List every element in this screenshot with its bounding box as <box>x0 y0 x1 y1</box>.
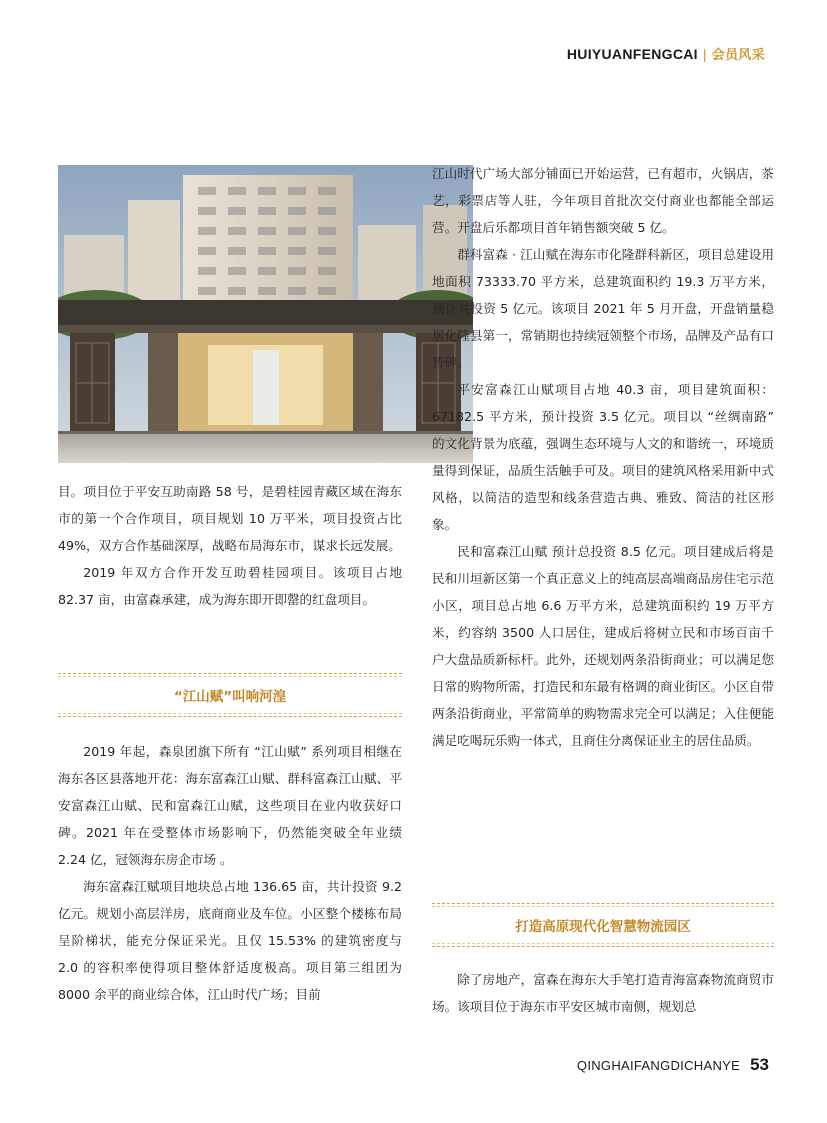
paragraph: 2019 年双方合作开发互助碧桂园项目。该项目占地 82.37 亩，由富森承建，成为海东即开即罄的红盘项目。 <box>58 565 402 607</box>
page-footer <box>577 1055 769 1075</box>
header-section: 会员风采 <box>711 48 765 63</box>
paragraph: 平安富森江山赋项目占地 40.3 亩，项目建筑面积：67182.5 平方米，预计投资 3.5 亿元。项目以 “丝绸南路” 的文化背景为底蕴，强调生态环境与人文的和谐统一，环境质量得到保证，品质生活触手可及。项目的建筑风格采用新中式风格，以简洁的造型和线条营造古典、雅致、简洁的社区形象。 <box>432 382 774 532</box>
page-header <box>567 44 765 63</box>
right-text-top <box>432 160 774 754</box>
magazine-name: QINGHAIFANGDICHANYE <box>576 1058 741 1073</box>
building-photo <box>58 165 473 463</box>
paragraph: 江山时代广场大部分铺面已开始运营，已有超市，火锅店，茶艺，彩票店等人驻，今年项目首批次交付商业也都能全部运营。开盘后乐都项目首年销售额突破 5 亿。 <box>432 166 774 235</box>
left-text-top <box>58 478 402 613</box>
paragraph: 海东富森江赋项目地块总占地 136.65 亩，共计投资 9.2 亿元。规划小高层洋房，底商商业及车位。小区整个楼栋布局呈阶梯状，能充分保证采光。且仅 15.53% 的建筑密度与 2.0 的容积率使得项目整体舒适度极高。项目第三组团为 8000 余平的商业综合体，江山时代广场；目前 <box>58 879 402 1002</box>
paragraph: 民和富森江山赋 预计总投资 8.5 亿元。项目建成后将是民和川垣新区第一个真正意义上的纯高层高端商品房住宅示范小区，项目总占地 6.6 万平方米，总建筑面积约 19 万平方米，约容纳 3500 人口居住，建成后将树立民和市场百亩千户大盘品质新标杆。此外，还规划两条沿街商业；可以满足您日常的购物所需，打造民和东最有格调的商业街区。小区自带两条沿街商业，平常简单的购物需求完全可以满足；入住便能满足吃喝玩乐购一体式，且商住分离保证业主的居住品质。 <box>432 544 774 748</box>
header-separator: | <box>702 46 707 62</box>
section-heading-text: “江山赋”叫响河湟 <box>173 689 287 705</box>
paragraph: 群科富森 · 江山赋在海东市化隆群科新区，项目总建设用地面积 73333.70 平方米，总建筑面积约 19.3 万平方米，预计共投资 5 亿元。该项目 2021 年 5 月开盘，开盘销量稳居化隆县第一，常销期也持续冠领整个市场，品牌及产品有口皆碑。 <box>432 247 774 370</box>
right-text-bottom <box>432 966 774 1020</box>
paragraph: 除了房地产，富森在海东大手笔打造青海富森物流商贸市场。该项目位于海东市平安区城市南侧，规划总 <box>432 972 774 1014</box>
left-text-bottom <box>58 738 402 1008</box>
paragraph: 2019 年起，森泉团旗下所有 “江山赋” 系列项目相继在海东各区县落地开花：海东富森江山赋、群科富森江山赋、平安富森江山赋、民和富森江山赋，这些项目在业内收获好口碑。2021 年在受整体市场影响下，仍然能突破全年业绩 2.24 亿，冠领海东房企市场 。 <box>58 744 402 867</box>
section-heading-jiangshanfu <box>58 673 402 717</box>
page-number: 53 <box>750 1055 769 1074</box>
section-heading-logistics <box>432 903 774 947</box>
section-heading-text: 打造高原现代化智慧物流园区 <box>515 919 691 935</box>
paragraph: 目。项目位于平安互助南路 58 号，是碧桂园青藏区域在海东市的第一个合作项目，项目规划 10 万平米，项目投资占比 49%，双方合作基础深厚，战略布局海东市，谋求长远发展。 <box>58 484 402 553</box>
header-title: HUIYUANFENGCAI <box>566 46 698 62</box>
